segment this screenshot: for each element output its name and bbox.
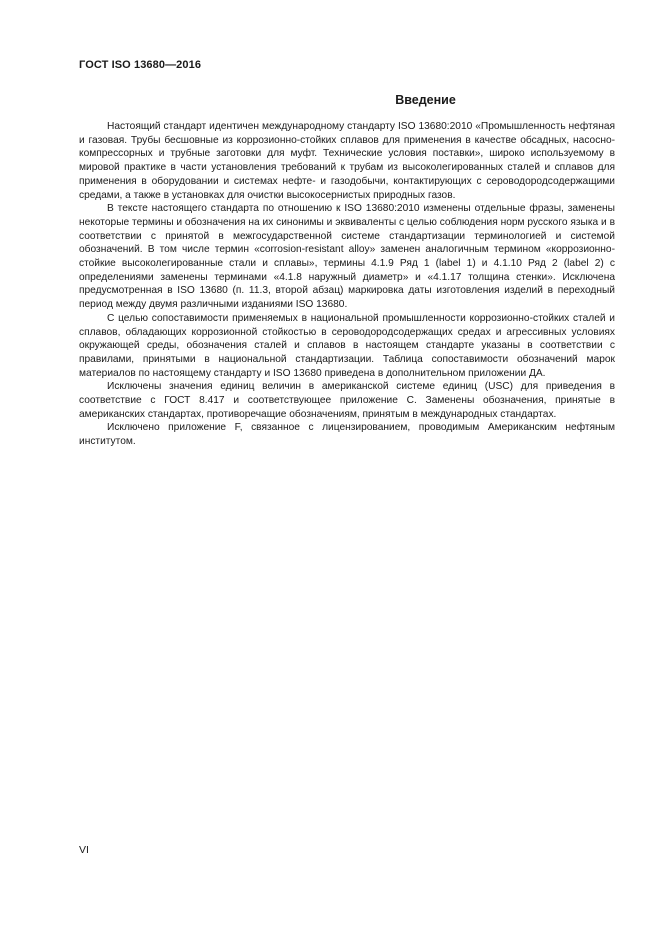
page-number: VI xyxy=(79,844,89,856)
paragraph: С целью сопоставимости применяемых в национальной промышленности коррозионно-стойких сталей и сплавов, обладающих коррозионной стойкостью в сероводородсодержащих средах и агрессивных условиях окружающей среды, обозначения сталей и сплавов в настоящем стандарте указаны в соответствии с правилами, принятыми в национальной стандартизации. Таблица сопоставимости обозначений марок материалов по настоящему стандарту и ISO 13680 приведена в дополнительном приложении ДА. xyxy=(79,312,615,379)
introduction-body xyxy=(79,120,615,449)
paragraph: Исключены значения единиц величин в американской системе единиц (USC) для приведения в соответствие с ГОСТ 8.417 и соответствующее приложение C. Заменены обозначения, принятые в американских стандартах, противоречащие обозначениям, принятым в международных стандартах. xyxy=(79,381,615,420)
paragraph: В тексте настоящего стандарта по отношению к ISO 13680:2010 изменены отдельные фразы, заменены некоторые термины и обозначения на их синонимы и эквиваленты с целью соблюдения норм русского языка и в соответствии с принятой в межгосударственной системе стандартизации терминологией и системой обозначений. В том числе термин «corrosion-resistant alloy» заменен аналогичным термином «коррозионно-стойкие высоколегированные стали и сплавы», термины 4.1.9 Ряд 1 (label 1) и 4.1.10 Ряд 2 (label 2) с определениями заменены терминами «4.1.8 наружный диаметр» и «4.1.17 толщина стенки». Исключена предусмотренная в ISO 13680 (п. 11.3, второй абзац) маркировка даты изготовления изделий в переходный период между двумя различными изданиями ISO 13680. xyxy=(79,203,615,311)
section-title: Введение xyxy=(395,93,456,107)
document-header: ГОСТ ISO 13680—2016 xyxy=(79,59,202,71)
paragraph: Исключено приложение F, связанное с лицензированием, проводимым Американским нефтяным институтом. xyxy=(79,422,615,448)
paragraph: Настоящий стандарт идентичен международному стандарту ISO 13680:2010 «Промышленность нефтяная и газовая. Трубы бесшовные из коррозионно-стойких сплавов для применения в качестве обсадных, насосно-компрессорных и трубные заготовки для муфт. Технические условия поставки», широко используемому в мировой практике в части установления требований к трубам из высоколегированных сталей и сплавов для применения в оборудовании и системах нефте- и газодобычи, контактирующих с сероводородсодержащими средами, а также в установках для очистки высокосернистых природных газов. xyxy=(79,121,615,201)
